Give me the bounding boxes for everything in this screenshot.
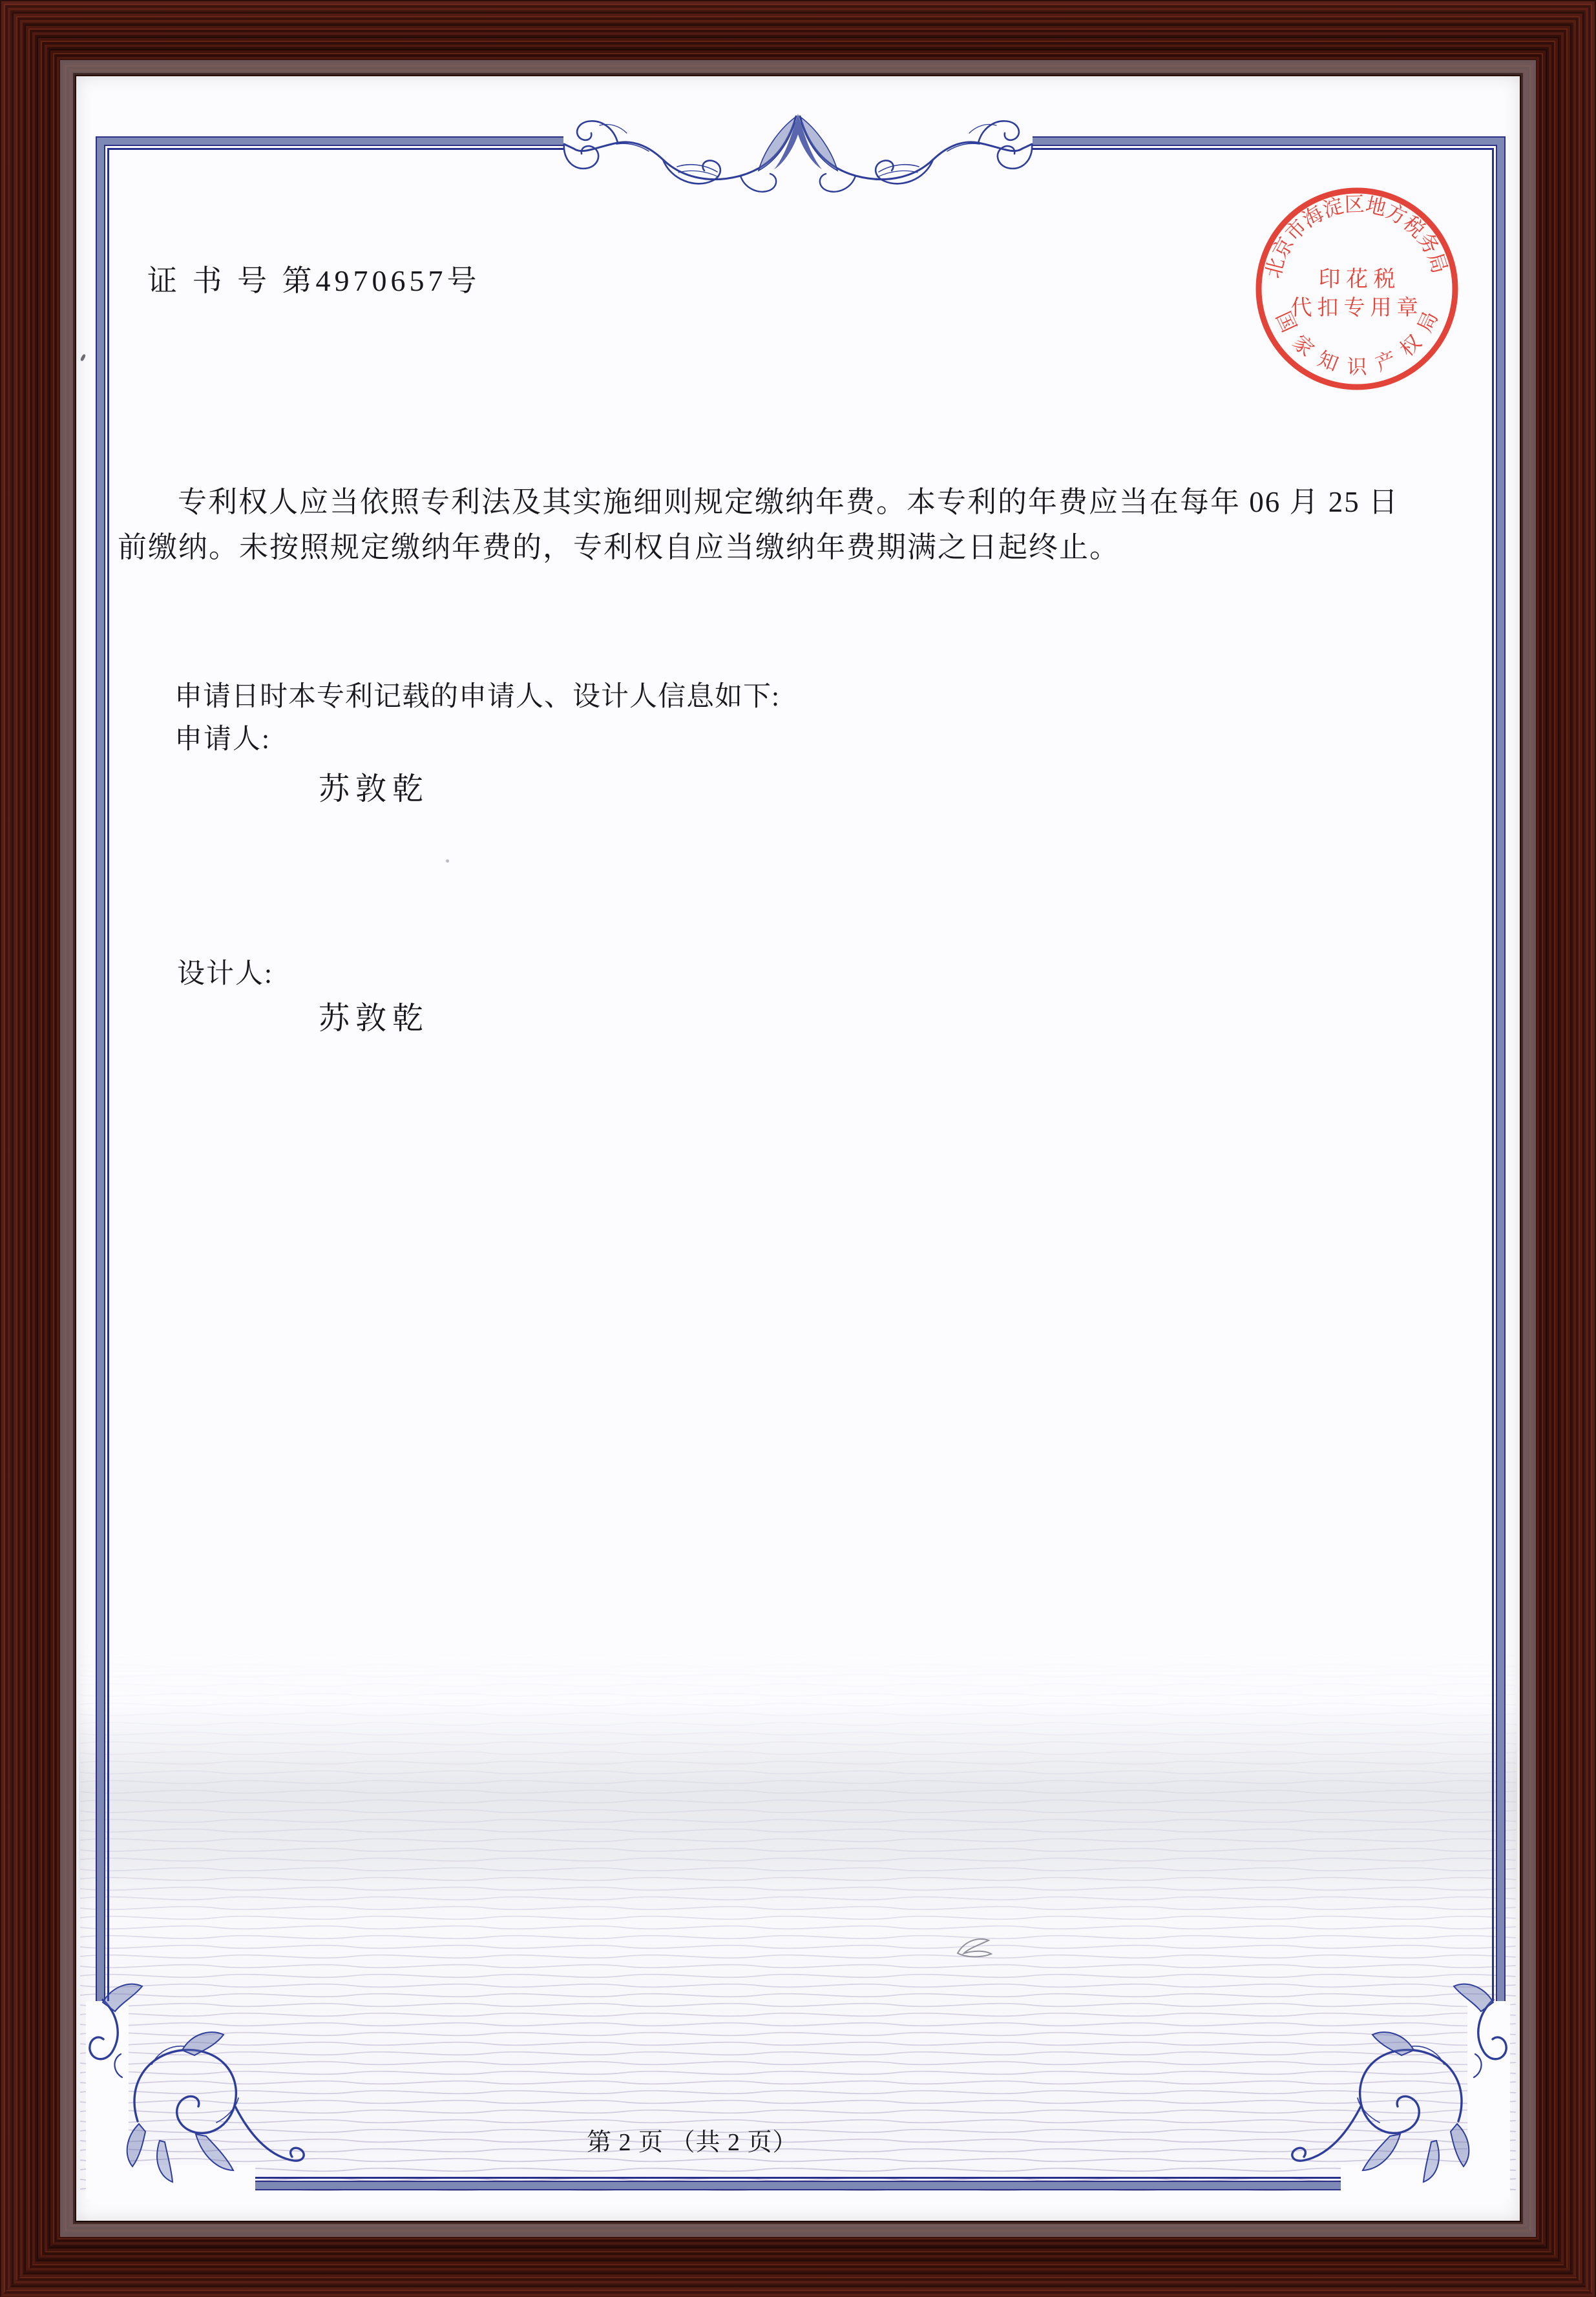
designer-name: 苏敦乾	[319, 1002, 430, 1036]
svg-text:家: 家	[1288, 330, 1319, 361]
frame-wood-bottom	[0, 2221, 1596, 2297]
svg-text:产: 产	[1372, 347, 1400, 376]
border-outer-band	[97, 138, 1504, 2189]
bottom-right-flourish-ornament	[1289, 1974, 1515, 2200]
applicant-name: 苏敦乾	[319, 772, 430, 806]
seal-top-arc-text: 北京市海淀区地方税务局	[1261, 192, 1452, 281]
svg-text:权: 权	[1395, 330, 1426, 361]
svg-text:局: 局	[1413, 308, 1443, 336]
svg-text:国: 国	[1271, 308, 1301, 336]
svg-text:识: 识	[1347, 355, 1367, 379]
svg-text:知: 知	[1314, 347, 1342, 376]
frame-wood-left	[0, 0, 76, 2297]
page-number-footer: 第 2 页 （共 2 页）	[587, 2129, 798, 2156]
annuity-paragraph	[118, 479, 1399, 570]
border-inner-rule	[107, 148, 1494, 2179]
seal-center-line2: 代扣专用章	[1290, 297, 1423, 320]
annuity-paragraph-line2: 前缴纳。未按照规定缴纳年费的，专利权自应当缴纳年费期满之日起终止。	[118, 531, 1120, 563]
certificate-number: 证 书 号 第4970657号	[147, 264, 481, 297]
seal-center-line1: 印 花 税	[1318, 267, 1396, 291]
applicant-label: 申请人:	[174, 724, 271, 755]
frame-wood-right	[1520, 0, 1596, 2297]
top-flourish-ornament	[556, 97, 1040, 210]
red-tax-seal	[1247, 179, 1467, 399]
designer-label: 设计人:	[177, 959, 273, 989]
scan-speck-faint	[446, 859, 449, 863]
frame-wood-top	[0, 0, 1596, 76]
annuity-paragraph-line1: 专利权人应当依照专利法及其实施细则规定缴纳年费。本专利的年费应当在每年 06 月 25 日	[178, 486, 1400, 518]
scan-squiggle-artifact	[955, 1934, 1000, 1960]
bottom-left-flourish-ornament	[81, 1974, 307, 2200]
info-heading: 申请日时本专利记载的申请人、设计人信息如下:	[174, 682, 780, 712]
